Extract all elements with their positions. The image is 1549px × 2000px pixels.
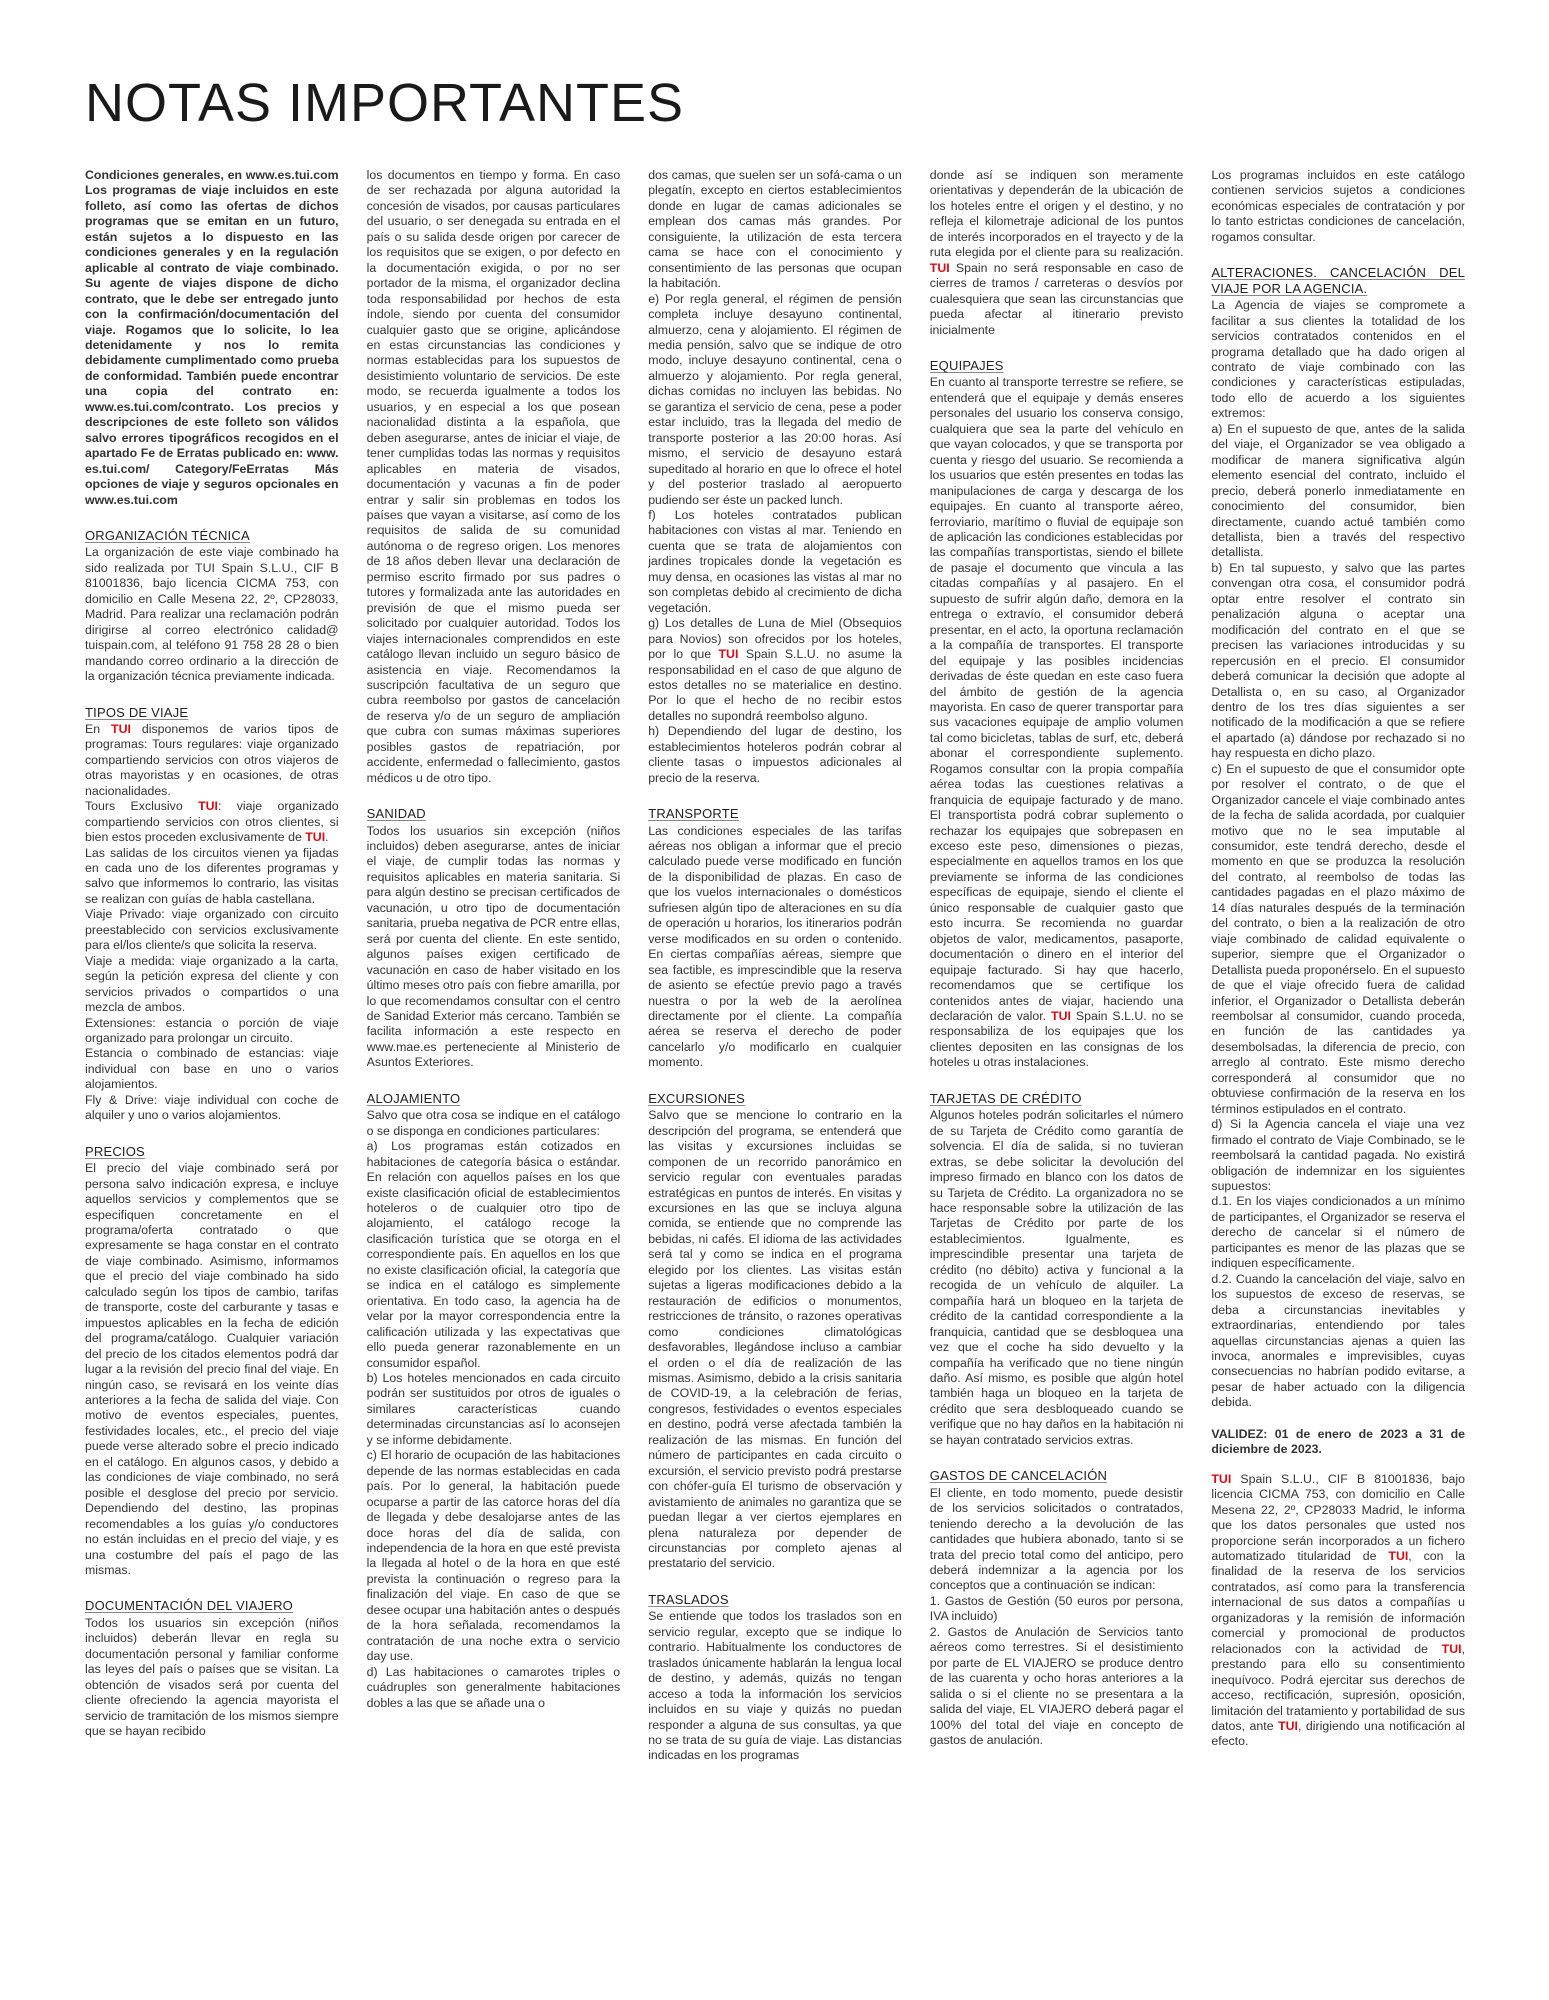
text-run: disponemos de varios tipos de programas: Tours regulares: viaje organizado compartiendo servicios con otros viajeros de otras mayoristas y en ocasiones, de otras nacionalidades.: [85, 721, 339, 798]
gastos-intro: El cliente, en todo momento, puede desistir de los servicios solicitados o contratados, teniendo derecho a la devolución de las cantidades que hubiera abonado, tanto si se trata del precio total como del anticipo, pero deberá indemnizar a la agencia por los conceptos que a continuación se indican:: [929, 1485, 1184, 1593]
validez-text: VALIDEZ: 01 de enero de 2023 a 31 de diciembre de 2023.: [1211, 1426, 1465, 1457]
tipos-paragraph-1: [85, 722, 339, 799]
precios-text: El precio del viaje combinado será por persona salvo indicación expresa, e incluye aquellos servicios y complementos que se especifiquen concretamente en el programa/oferta contratado o que expresamente se haga constar en el contrato de viaje combinado. Asimismo, informamos que el precio del viaje combinado ha sido calculado según los tipos de cambio, tarifas de transporte, coste del carburante y tasas e impuestos aplicables en la fecha de edición del programa/catálogo. Cualquier variación del precio de los citados elementos podrá dar lugar a la revisión del precio final del viaje. En ningún caso, se revisará en los veinte días anteriores a la fecha de salida del viaje. Con motivo de eventos especiales, puentes, festividades locales, etc., el precio del viaje puede verse alterado sobre el precio indicado en el catálogo. En algunos casos, y debido a las condiciones de viaje combinado, no será posible el desglose del precio por servicio. Dependiendo del destino, las propinas recomendables a los guías y/o conductores no están incluidas en el precio del viaje, y es una costumbre del país el pago de las mismas.: [85, 1161, 339, 1577]
gastos-continued: Los programas incluidos en este catálogo contienen servicios sujetos a condiciones económicas especiales de contratación y por lo tanto estrictas condiciones de cancelación, rogamos consultar.: [1211, 168, 1465, 244]
alojamiento-c: c) El horario de ocupación de las habitaciones depende de las normas establecidas en cada país. Por lo general, la habitación puede ocuparse a partir de las catorce horas del día de llegada y debe desalojarse antes de las doce horas del día de salida, con independencia de la hora en que esté prevista la llegada al hotel o de la hora en que esté prevista la continuación o regreso para la finalización del viaje. En caso de que se desee ocupar una habitación antes o después de la hora señalada, recomendamos la contratación de una noche extra o servicio day use.: [366, 1448, 621, 1664]
heading-tipos-de-viaje: TIPOS DE VIAJE: [85, 704, 189, 720]
alteraciones-c: c) En el supuesto de que el consumidor opte por resolver el contrato, o de que el Organizador cancele el viaje combinado antes de la fecha de salida acordada, por cualquier motivo que no le sea imputable al consumidor, este tendrá derecho, desde el momento en que se produzca la resolución del contrato, al reembolso de todas las cantidades pagadas en el plazo máximo de 14 días naturales después de la terminación del contrato, o bien a la realización de otro viaje combinado de calidad equivalente o superior, siempre que el Organizador o Detallista pueda proponérselo. En el supuesto de que el viaje ofrecido fuera de calidad inferior, el Organizador o Detallista deberán reembolsar al consumidor, cuando proceda, en función de las cantidades ya desembolsadas, la diferencia de precio, con arreglo al contrato. Este mismo derecho corresponderá al consumidor que no obtuviese confirmación de la reserva en los términos estipulados en el contrato.: [1211, 761, 1465, 1116]
heading-tarjetas: TARJETAS DE CRÉDITO: [929, 1090, 1082, 1106]
alojamiento-d: d) Las habitaciones o camarotes triples o cuádruples son generalmente habitaciones dobles a las que se añade una o: [366, 1664, 621, 1710]
tipos-paragraph-2: [85, 799, 339, 845]
tui-brand: TUI: [305, 830, 326, 845]
heading-gastos-cancelacion: GASTOS DE CANCELACIÓN: [929, 1468, 1108, 1484]
column-3: [648, 168, 902, 1978]
heading-documentacion: DOCUMENTACIÓN DEL VIAJERO: [85, 1598, 293, 1614]
tui-brand: TUI: [111, 721, 131, 736]
heading-organizacion: ORGANIZACIÓN TÉCNICA: [85, 527, 250, 543]
equipajes-text: [930, 375, 1184, 1070]
column-5: [1211, 168, 1465, 1978]
alteraciones-d: d) Si la Agencia cancela el viaje una vez firmado el contrato de Viaje Combinado, se le reembolsará la cantidad pagada. No existirá obligación de indemnizar en los siguientes supuestos:: [1211, 1117, 1465, 1193]
text-run: g) Los detalles de Luna de Miel (Obsequios para Novios) son ofrecidos por los hoteles, por lo que: [648, 616, 902, 662]
heading-precios: PRECIOS: [85, 1143, 145, 1159]
tipos-paragraph-5: Viaje a medida: viaje organizado a la carta, según la petición expresa del cliente y con servicios privados o compartidos o una mezcla de ambos.: [85, 953, 339, 1015]
tipos-paragraph-4: Viaje Privado: viaje organizado con circuito preestablecido con servicios exclusivamente para el/los cliente/s que solicita la reserva.: [85, 907, 339, 953]
text-run: : viaje organizado compartiendo servicios con otros clientes, si bien estos proceden exclusivamente de: [85, 799, 339, 845]
text-run: Spain S.L.U., CIF B 81001836, bajo licencia CICMA 753, con domicilio en Calle Mesena 22, 2º, CP28033 Madrid, le informa que los datos personales que usted nos proporcione serán incorporados a un fichero automatizado titularidad de: [1211, 1471, 1465, 1563]
text-run: , con la finalidad de la reserva de los servicios contratados, así como para la transferencia internacional de sus datos a compañías u organizadoras y la remisión de información comercial y promocional de productos relacionados con la actividad de: [1211, 1548, 1465, 1656]
privacidad-text: [1211, 1472, 1465, 1750]
tui-brand: TUI: [718, 647, 739, 662]
text-run: , dirigiendo una notificación al efecto.: [1211, 1718, 1465, 1749]
page-title: NOTAS IMPORTANTES: [85, 73, 685, 133]
tui-brand: TUI: [198, 799, 218, 814]
text-run: En cuanto al transporte terrestre se refiere, se entenderá que el equipaje y demás enseres personales del usuario los conserva consigo, cualquiera que sea la parte del vehículo en que vayan colocados, y que se transporta por cuenta y riesgo del usuario. Se recomienda a los usuarios que estén presentes en todas las manipulaciones de carga y descarga de los equipajes. En cuanto al transporte aéreo, ferroviario, marítimo o fluvial de equipaje son de aplicación las condiciones establecidas por las compañías transportistas, siendo el billete de pasaje el documento que vincula a las citadas compañías y al pasajero. En el supuesto de sufrir algún daño, demora en la entrega o extravío, el consumidor deberá presentar, en el acto, la oportuna reclamación a la compañía de transportes. El transporte del equipaje y las posibles incidencias derivadas de éste quedan en este caso fuera del ámbito de gestión de la agencia mayorista. En caso de querer transportar para sus vacaciones equipaje de amplio volumen tal como bicicletas, tablas de surf, etc, deberá abonar el correspondiente suplemento. Rogamos consultar con la propia compañía aérea todas las cuestiones relativas a franquicia de equipaje facturado y de mano. El transportista podrá cobrar suplemento o rechazar los equipajes que sobrepasen en exceso este peso, dimensiones o piezas, especialmente en aquellos tramos en los que previamente se informa de las condiciones específicas de equipaje, siendo el cliente el único responsable de cualquier gasto que esto incurra. Se recomienda no guardar objetos de valor, medicamentos, pasaporte, documentación o dinero en el interior del equipaje facturado. Si hay que hacerlo, recomendamos que se certifique los contenidos antes de viajar, haciendo una declaración de valor.: [929, 375, 1184, 1024]
column-1: [85, 168, 339, 1978]
alojamiento-f: f) Los hoteles contratados publican habitaciones con vistas al mar. Teniendo en cuenta que se trata de alojamientos con jardines tropicales donde la vegetación es muy densa, en ocasiones las vistas al mar no son completas debido al crecimiento de dicha vegetación.: [648, 507, 902, 615]
tui-brand: TUI: [1211, 1471, 1232, 1486]
text-run: .: [325, 830, 329, 845]
alojamiento-g: [648, 616, 902, 724]
alojamiento-continued: dos camas, que suelen ser un sofá-cama o un plegatín, excepto en ciertos establecimientos donde en lugar de camas adicionales se emplean dos camas más grandes. Por consiguiente, la utilización de esta tercera cama se hace con el conocimiento y consentimiento de las personas que ocupan la habitación.: [648, 168, 902, 291]
tipos-paragraph-3: Las salidas de los circuitos vienen ya fijadas en cada uno de los diferentes programas y salvo que informemos lo contrario, las visitas se realizan con guías de habla castellana.: [85, 845, 339, 906]
column-2: [367, 168, 621, 1978]
alteraciones-d1: d.1. En los viajes condicionados a un mínimo de participantes, el Organizador se reserva el derecho de cancelar si el número de participantes es menor de las plazas que se indiquen específicamente.: [1211, 1194, 1465, 1271]
tui-brand: TUI: [1051, 1009, 1071, 1024]
tui-brand: TUI: [1388, 1548, 1409, 1563]
text-run: Tours Exclusivo: [85, 799, 199, 814]
heading-sanidad: SANIDAD: [366, 806, 426, 822]
text-run: , prestando para ello su consentimiento inequívoco. Podrá ejercitar sus derechos de acceso, rectificación, supresión, oposición, limitación del tratamiento y portabilidad de sus datos, ante: [1211, 1641, 1465, 1733]
documentacion-continued: los documentos en tiempo y forma. En caso de ser rechazada por alguna autoridad la concesión de visados, por causas particulares del usuario, o ser denegada su entrada en el país o su salida desde origen por carecer de los requisitos que se exigen, o por defecto en la documentación exigida, o por no ser portador de la misma, el organizador declina toda responsabilidad por hechos de esta índole, siendo por cuenta del consumidor cualquier gasto que se origine, aplicándose en estas circunstancias las condiciones y normas establecidas para los supuestos de desistimiento voluntario de servicios. De este modo, se recuerda igualmente a todos los usuarios, y en especial a los que posean nacionalidad distinta a la española, que deben asegurarse, antes de iniciar el viaje, de tener cumplidas todas las normas y requisitos aplicables en materia de visados, documentación y vacunas a fin de poder entrar y salir sin problemas en todos los países que vayan a visitarse, así como de los requisitos de salida de su comunidad autónoma o de regreso origen. Los menores de 18 años deben llevar una declaración de permiso escrito firmado por sus padres o tutores y formalizada ante las autoridades en previsión de que el mismo pueda ser solicitado por cualquier autoridad. Todos los viajes internacionales comprendidos en este catálogo llevan incluido un seguro básico de asistencia en viaje. Recomendamos la suscripción facultativa de un seguro que cubra reembolso por gastos de cancelación de reserva y/o de un seguro de ampliación que cubra con sumas máximas superiores posibles gastos de repatriación, por accidente, enfermedad o fallecimiento, gastos médicos u de otro tipo.: [366, 168, 621, 785]
alojamiento-b: b) Los hoteles mencionados en cada circuito podrán ser sustituidos por otros de iguales o similares características cuando determinadas circunstancias así lo aconsejen y se informe debidamente.: [366, 1370, 621, 1447]
tui-brand: TUI: [929, 260, 950, 275]
alteraciones-b: b) En tal supuesto, y salvo que las partes convengan otra cosa, el consumidor podrá optar entre resolver el contrato sin penalización alguna o aceptar una modificación del contrato en el que se precisen las variaciones introducidas y su repercusión en el precio. El consumidor deberá comunicar la decisión que adopte al Detallista o, en su caso, al Organizador dentro de los tres días siguientes a ser notificado de la modificación a que se refiere el apartado (a) dándose por rechazado si no hay respuesta en dicho plazo.: [1211, 560, 1465, 761]
traslados-text: Se entiende que todos los traslados son en servicio regular, excepto que se indique lo contrario. Habitualmente los conductores de traslados únicamente hablarán la lengua local de destino, y además, quizás no tengan acceso a toda la información los servicios incluidos en su viaje y quizás no puedan responder a alguna de sus consultas, ya que no se trata de su guía de viaje. Las distancias indicadas en los programas: [648, 1609, 902, 1763]
alojamiento-a: a) Los programas están cotizados en habitaciones de categoría básica o estándar. En relación con aquellos países en los que existe clasificación oficial de establecimientos hoteleros o de cualquier otro tipo de alojamiento, el catálogo recoge la clasificación turística que se otorga en el correspondiente país. En aquellos en los que no existe clasificación oficial, la categoría que se indica en el catálogo es simplemente orientativa. En todo caso, la agencia ha de velar por la mayor correspondencia entre la calificación utilizada y las expectativas que ello pueda generar razonablemente en un consumidor español.: [366, 1139, 621, 1370]
alteraciones-a: a) En el supuesto de que, antes de la salida del viaje, el Organizador se vea obligado a modificar de manera significativa algún elemento esencial del contrato, incluido el precio, deberá ponerlo inmediatamente en conocimiento del consumidor, bien directamente, cuando actué también como detallista, bien a través del respectivo detallista.: [1211, 421, 1465, 560]
text-run: Spain S.L.U. no asume la responsabilidad en el caso de que alguno de estos detalles no se materialice en destino. Por lo que el hecho de no recibir estos detalles no supondrá reembolso alguno.: [648, 647, 902, 723]
heading-alteraciones: ALTERACIONES. CANCELACIÓN DEL VIAJE POR LA AGENCIA.: [1211, 265, 1465, 296]
heading-equipajes: EQUIPAJES: [929, 357, 1004, 373]
alojamiento-h: h) Dependiendo del lugar de destino, los establecimientos hoteleros podrán cobrar al cliente tasas o impuestos adicionales al precio de la reserva.: [648, 724, 902, 785]
tipos-paragraph-7: Estancia o combinado de estancias: viaje individual con base en uno o varios alojamientos.: [85, 1046, 339, 1092]
organizacion-text: La organización de este viaje combinado ha sido realizada por TUI Spain S.L.U., CIF B 81001836, bajo licencia CICMA 753, con domicilio en Calle Mesena 22, 2º, CP28033, Madrid. Para realizar una reclamación podrán dirigirse al correo electrónico calidad@ tuispain.com, al teléfono 91 758 28 28 o bien mandando correo ordinario a la dirección de la organización técnica previamente indicada.: [85, 545, 339, 684]
alteraciones-d2: d.2. Cuando la cancelación del viaje, salvo en los supuestos de exceso de reservas, se deba a circunstancias inevitables y extraordinarias, entendiendo por tales aquellas circunstancias ajenas a quien las invoca, anormales e imprevisibles, cuyas consecuencias no habrían podido evitarse, a pesar de haber actuado con la diligencia debida.: [1211, 1271, 1465, 1410]
documentacion-text: Todos los usuarios sin excepción (niños incluidos) deberán llevar en regla su documentación personal y familiar conforme las leyes del país o países que se visitan. La obtención de visados será por cuenta del cliente ofreciendo la agencia mayorista el servicio de tramitación de los mismos siempre que se hayan recibido: [85, 1615, 339, 1739]
text-columns: [85, 168, 1465, 1978]
sanidad-text: Todos los usuarios sin excepción (niños incluidos) deben asegurarse, antes de iniciar el viaje, de cumplir todas las normas y requisitos aplicables en materia sanitaria. Si para algún destino se precisan certificados de vacunación, u otro tipo de documentación sanitaria, prueba negativa de PCR entre ellas, será por cuenta del cliente. En este sentido, algunos países exigen certificado de vacunación en caso de haber visitado en los último meses otro país con fiebre amarilla, por lo que recomendamos consultar con el centro de Sanidad Exterior más cercano. También se facilita información a este respecto en www.mae.es perteneciente al Ministerio de Asuntos Exteriores.: [366, 823, 621, 1070]
heading-excursiones: EXCURSIONES: [648, 1090, 746, 1106]
heading-alojamiento: ALOJAMIENTO: [366, 1090, 461, 1106]
text-run: Spain no será responsable en caso de cierres de tramos / carreteras o desvíos por cualesquiera que sean las circunstancias que pueda afectar al itinerario previsto inicialmente: [929, 260, 1184, 337]
gastos-item-2: 2. Gastos de Anulación de Servicios tanto aéreos como terrestres. Si el desistimiento por parte de EL VIAJERO se produce dentro de las cuarenta y ocho horas anteriores a la salida o si el cliente no se presentara a la salida del viaje, EL VIAJERO deberá pagar el 100% del total del viaje en concepto de gastos de anulación.: [929, 1624, 1184, 1747]
tarjetas-text: Algunos hoteles podrán solicitarles el número de su Tarjeta de Crédito como garantía de solvencia. El día de salida, si no tuvieran extras, se debe solicitar la devolución del impreso firmado en blanco con los datos de su Tarjeta de Crédito. La organizadora no se hace responsable sobre la utilización de las Tarjetas de Crédito por parte de los establecimientos. Igualmente, es imprescindible presentar una tarjeta de crédito (no débito) activa y funcional a la recogida de un vehículo de alquiler. La compañía hará un bloqueo en la tarjeta de crédito de la cantidad correspondiente a la franquicia, cantidad que se desbloquea una vez que el coche ha sido devuelto y la compañía ha verificado que no tiene ningún daño. Así mismo, es posible que algún hotel también haga un bloqueo en la tarjeta de crédito que sera desbloqueado cuando se verifique que no hay daños en la habitación ni se hayan contratado servicios extras.: [929, 1108, 1184, 1447]
transporte-text: Las condiciones especiales de las tarifas aéreas nos obligan a informar que el precio calculado puede verse modificado en función de la disponibilidad de plazas. En caso de que los vuelos internacionales o domésticos sufriesen algún tipo de alteraciones en su día de operación u horarios, los itinerarios podrán verse modificados en su orden o contenido. En ciertas compañías aéreas, siempre que sea factible, es imprescindible que la reserva de asiento se efectúe previo pago a través nuestra o por la web de la aerolínea directamente por el cliente. La compañía aérea se reserva el derecho de poder cancelarlo y/o modificarlo en cualquier momento.: [648, 823, 902, 1070]
tipos-paragraph-8: Fly & Drive: viaje individual con coche de alquiler y uno o varios alojamientos.: [85, 1092, 339, 1123]
intro-paragraph: Condiciones generales, en www.es.tui.com Los programas de viaje incluidos en este folleto, así como las ofertas de dichos programas que se emitan en un futuro, están sujetos a lo dispuesto en las condiciones generales y en la regulación aplicable al contrato de viaje combinado. Su agente de viajes dispone de dicho contrato, que le debe ser entregado junto con la confirmación/documentación del viaje. Rogamos que lo solicite, lo lea detenidamente y nos lo remita debidamente cumplimentado como prueba de conformidad. También puede encontrar una copia del contrato en: www.es.tui.com/contrato. Los precios y descripciones de este folleto son válidos salvo errores tipográficos recogidos en el apartado Fe de Erratas publicado en: www. es.tui.com/ Category/FeErratas Más opciones de viaje y seguros opcionales en www.es.tui.com: [85, 168, 339, 507]
column-4: [930, 168, 1184, 1978]
tui-brand: TUI: [1441, 1641, 1462, 1656]
gastos-item-1: 1. Gastos de Gestión (50 euros por persona, IVA incluido): [929, 1593, 1184, 1624]
text-run: En: [85, 721, 112, 736]
alojamiento-e: e) Por regla general, el régimen de pensión completa incluye desayuno continental, almuerzo, cena y alojamiento. El régimen de media pensión, salvo que se indique de otro modo, incluye desayuno continental, cena o almuerzo y alojamiento. Por regla general, dichas comidas no incluyen las bebidas. No se garantiza el servicio de cena, pese a poder estar incluido, tras la llegada del medio de transporte posterior a las 20:00 horas. Así mismo, el servicio de desayuno estará supeditado al horario en que lo ofrece el hotel y del posterior traslado al aeropuerto pudiendo ser éste un packed lunch.: [648, 291, 902, 507]
traslados-continued: [930, 168, 1184, 338]
heading-traslados: TRASLADOS: [648, 1591, 729, 1607]
alojamiento-intro: Salvo que otra cosa se indique en el catálogo o se disponga en condiciones particulares:: [366, 1108, 621, 1138]
text-run: donde así se indiquen son meramente orientativas y dependerán de la ubicación de los hoteles entre el origen y el destino, y no refleja el kilometraje adicional de los puntos de interés incorporados en el trayecto y de la ruta elegida por el cliente para su realización.: [929, 168, 1184, 260]
heading-transporte: TRANSPORTE: [648, 806, 739, 822]
text-run: Spain S.L.U. no se responsabiliza de los equipajes que los clientes depositen en las consignas de los hoteles u otras instalaciones.: [929, 1009, 1184, 1070]
tui-brand: TUI: [1278, 1718, 1298, 1733]
excursiones-text: Salvo que se mencione lo contrario en la descripción del programa, se entenderá que las visitas y excursiones incluidas se componen de un recorrido panorámico en servicio regular con eventuales paradas estratégicas en puntos de interés. En visitas y excursiones en las que se incluya alguna comida, se entiende que no comprende las bebidas, ni cafés. El idioma de las actividades será tal y como se indica en el programa elegido por los clientes. Las visitas están sujetas a ligeras modificaciones debido a la restauración de edificios o monumentos, restricciones de tránsito, o razones operativas como condiciones climatológicas desfavorables, llegándose incluso a cambiar el orden o el día de realización de las mismas. Asimismo, debido a la crisis sanitaria de COVID-19, a la celebración de ferias, congresos, festividades o eventos especiales en destino, podrá verse afectada también la realización de las mismas. En función del número de participantes en cada circuito o excursión, el servicio previsto podrá prestarse con chófer-guía El turismo de observación y avistamiento de animales no garantiza que se puedan llegar a ver ciertos ejemplares en plena naturaleza por depender de circunstancias por completo ajenas al prestatario del servicio.: [648, 1108, 902, 1571]
tipos-paragraph-6: Extensiones: estancia o porción de viaje organizado para prolongar un circuito.: [85, 1015, 339, 1046]
alteraciones-intro: La Agencia de viajes se compromete a facilitar a sus clientes la totalidad de los servicios contratados contenidos en el programa detallado que ha dado origen al contrato de viaje combinado con las condiciones y características estipuladas, todo ello de acuerdo a los siguientes extremos:: [1211, 298, 1465, 421]
